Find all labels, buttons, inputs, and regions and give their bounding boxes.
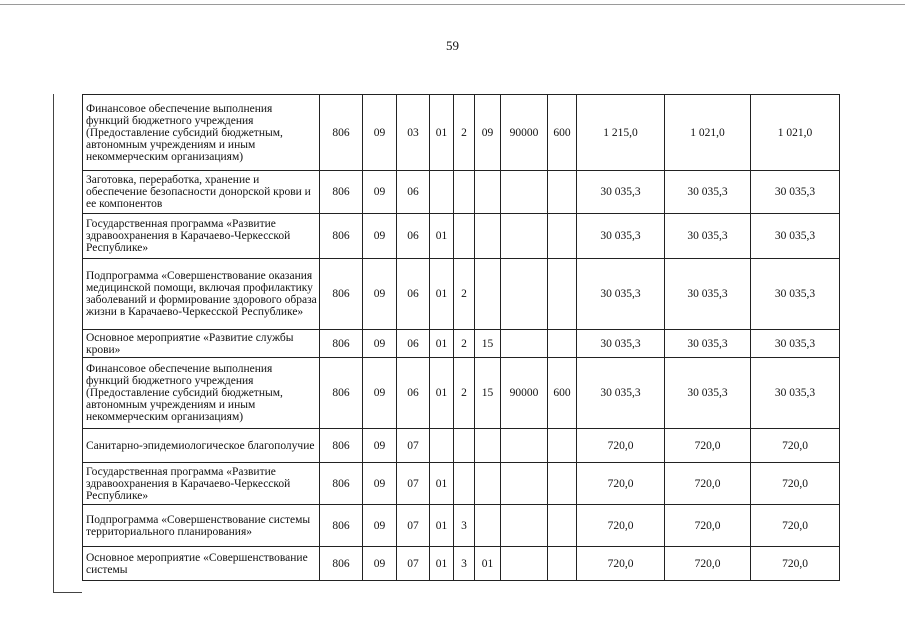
table-row [83, 505, 840, 547]
cell-razdel: 09 [363, 429, 397, 463]
cell-sum-year1: 30 035,3 [577, 330, 665, 358]
cell-event: 09 [475, 95, 501, 171]
cell-podrazdel: 03 [397, 95, 430, 171]
cell-sum-year1: 1 215,0 [577, 95, 665, 171]
cell-program: 01 [430, 214, 454, 259]
cell-razdel: 09 [363, 214, 397, 259]
table-row [83, 259, 840, 330]
row-name: Основное мероприятие «Совершенствование системы [83, 547, 320, 581]
cell-podrazdel: 06 [397, 330, 430, 358]
cell-podrazdel: 06 [397, 171, 430, 214]
cell-direction: 90000 [501, 358, 548, 429]
cell-vid-rashoda [548, 214, 577, 259]
cell-subprogram [454, 429, 475, 463]
cell-direction [501, 505, 548, 547]
cell-program: 01 [430, 505, 454, 547]
row-name: Санитарно-эпидемиологическое благополучие [83, 429, 320, 463]
row-name: Финансовое обеспечение выполнения функций бюджетного учреждения (Предоставление субсидий бюджетным, автономным учреждениям и иным некоммерческим организациям) [83, 358, 320, 429]
cell-sum-year2: 720,0 [665, 463, 751, 505]
cell-grbs: 806 [320, 171, 363, 214]
cell-vid-rashoda [548, 505, 577, 547]
cell-subprogram [454, 171, 475, 214]
cell-vid-rashoda [548, 547, 577, 581]
table-row [83, 463, 840, 505]
cell-razdel: 09 [363, 171, 397, 214]
top-rule [0, 4, 905, 5]
cell-grbs: 806 [320, 463, 363, 505]
cell-grbs: 806 [320, 214, 363, 259]
cell-direction [501, 547, 548, 581]
cell-podrazdel: 07 [397, 547, 430, 581]
cell-vid-rashoda: 600 [548, 358, 577, 429]
cell-podrazdel: 07 [397, 463, 430, 505]
cell-razdel: 09 [363, 330, 397, 358]
cell-sum-year1: 720,0 [577, 505, 665, 547]
cell-sum-year2: 720,0 [665, 547, 751, 581]
cell-podrazdel: 06 [397, 214, 430, 259]
row-name: Основное мероприятие «Развитие службы крови» [83, 330, 320, 358]
cell-razdel: 09 [363, 95, 397, 171]
cell-subprogram: 3 [454, 505, 475, 547]
cell-grbs: 806 [320, 505, 363, 547]
cell-razdel: 09 [363, 358, 397, 429]
table-row [83, 547, 840, 581]
cell-razdel: 09 [363, 505, 397, 547]
cell-grbs: 806 [320, 547, 363, 581]
cell-sum-year2: 30 035,3 [665, 330, 751, 358]
cell-sum-year1: 720,0 [577, 463, 665, 505]
row-name: Заготовка, переработка, хранение и обеспечение безопасности донорской крови и ее компонентов [83, 171, 320, 214]
row-name: Финансовое обеспечение выполнения функций бюджетного учреждения (Предоставление субсидий бюджетным, автономным учреждениям и иным некоммерческим организациям) [83, 95, 320, 171]
cell-direction [501, 330, 548, 358]
cell-sum-year1: 30 035,3 [577, 171, 665, 214]
cell-program: 01 [430, 547, 454, 581]
row-name: Подпрограмма «Совершенствование системы территориального планирования» [83, 505, 320, 547]
table-row [83, 358, 840, 429]
cell-program: 01 [430, 95, 454, 171]
cell-event [475, 463, 501, 505]
cell-sum-year1: 720,0 [577, 547, 665, 581]
cell-podrazdel: 07 [397, 429, 430, 463]
cell-subprogram: 2 [454, 259, 475, 330]
cell-vid-rashoda [548, 463, 577, 505]
cell-podrazdel: 06 [397, 358, 430, 429]
cell-event: 15 [475, 330, 501, 358]
cell-sum-year3: 1 021,0 [751, 95, 840, 171]
cell-direction [501, 463, 548, 505]
row-name: Государственная программа «Развитие здравоохранения в Карачаево-Черкесской Республике» [83, 463, 320, 505]
cell-program: 01 [430, 358, 454, 429]
cell-event [475, 259, 501, 330]
cell-sum-year2: 30 035,3 [665, 171, 751, 214]
row-name: Подпрограмма «Совершенствование оказания медицинской помощи, включая профилактику заболеваний и формирование здорового образа жизни в Карачаево-Черкесской Республике» [83, 259, 320, 330]
row-name: Государственная программа «Развитие здравоохранения в Карачаево-Черкесской Республике» [83, 214, 320, 259]
cell-subprogram: 2 [454, 95, 475, 171]
cell-direction [501, 171, 548, 214]
page-number: 59 [446, 38, 459, 53]
left-margin-rule [53, 94, 54, 593]
cell-vid-rashoda [548, 259, 577, 330]
cell-direction: 90000 [501, 95, 548, 171]
cell-event [475, 429, 501, 463]
table-row [83, 214, 840, 259]
cell-sum-year3: 720,0 [751, 505, 840, 547]
cell-sum-year3: 30 035,3 [751, 259, 840, 330]
cell-grbs: 806 [320, 330, 363, 358]
cell-sum-year2: 720,0 [665, 429, 751, 463]
cell-sum-year3: 720,0 [751, 463, 840, 505]
cell-vid-rashoda [548, 330, 577, 358]
cell-razdel: 09 [363, 463, 397, 505]
cell-vid-rashoda [548, 429, 577, 463]
table-row [83, 95, 840, 171]
cell-subprogram: 3 [454, 547, 475, 581]
table-row [83, 330, 840, 358]
cell-podrazdel: 06 [397, 259, 430, 330]
cell-event [475, 214, 501, 259]
cell-event: 01 [475, 547, 501, 581]
bottom-margin-rule [53, 592, 82, 593]
cell-sum-year2: 30 035,3 [665, 358, 751, 429]
cell-event [475, 505, 501, 547]
cell-sum-year3: 720,0 [751, 429, 840, 463]
cell-sum-year3: 30 035,3 [751, 171, 840, 214]
cell-sum-year1: 30 035,3 [577, 259, 665, 330]
cell-razdel: 09 [363, 259, 397, 330]
budget-table-body [83, 95, 840, 581]
cell-program [430, 171, 454, 214]
table-row [83, 429, 840, 463]
cell-sum-year2: 30 035,3 [665, 259, 751, 330]
cell-sum-year1: 720,0 [577, 429, 665, 463]
cell-subprogram [454, 214, 475, 259]
cell-podrazdel: 07 [397, 505, 430, 547]
cell-event [475, 171, 501, 214]
cell-razdel: 09 [363, 547, 397, 581]
cell-subprogram: 2 [454, 330, 475, 358]
cell-sum-year1: 30 035,3 [577, 214, 665, 259]
cell-grbs: 806 [320, 95, 363, 171]
table-row [83, 171, 840, 214]
cell-sum-year1: 30 035,3 [577, 358, 665, 429]
cell-sum-year3: 720,0 [751, 547, 840, 581]
cell-sum-year3: 30 035,3 [751, 358, 840, 429]
budget-table [82, 94, 840, 581]
cell-subprogram: 2 [454, 358, 475, 429]
cell-program: 01 [430, 463, 454, 505]
cell-program [430, 429, 454, 463]
cell-subprogram [454, 463, 475, 505]
cell-sum-year2: 720,0 [665, 505, 751, 547]
cell-grbs: 806 [320, 429, 363, 463]
cell-direction [501, 259, 548, 330]
cell-grbs: 806 [320, 259, 363, 330]
cell-vid-rashoda [548, 171, 577, 214]
cell-program: 01 [430, 330, 454, 358]
cell-sum-year2: 30 035,3 [665, 214, 751, 259]
cell-direction [501, 429, 548, 463]
cell-sum-year3: 30 035,3 [751, 214, 840, 259]
cell-program: 01 [430, 259, 454, 330]
cell-direction [501, 214, 548, 259]
cell-sum-year3: 30 035,3 [751, 330, 840, 358]
cell-event: 15 [475, 358, 501, 429]
cell-vid-rashoda: 600 [548, 95, 577, 171]
cell-sum-year2: 1 021,0 [665, 95, 751, 171]
cell-grbs: 806 [320, 358, 363, 429]
